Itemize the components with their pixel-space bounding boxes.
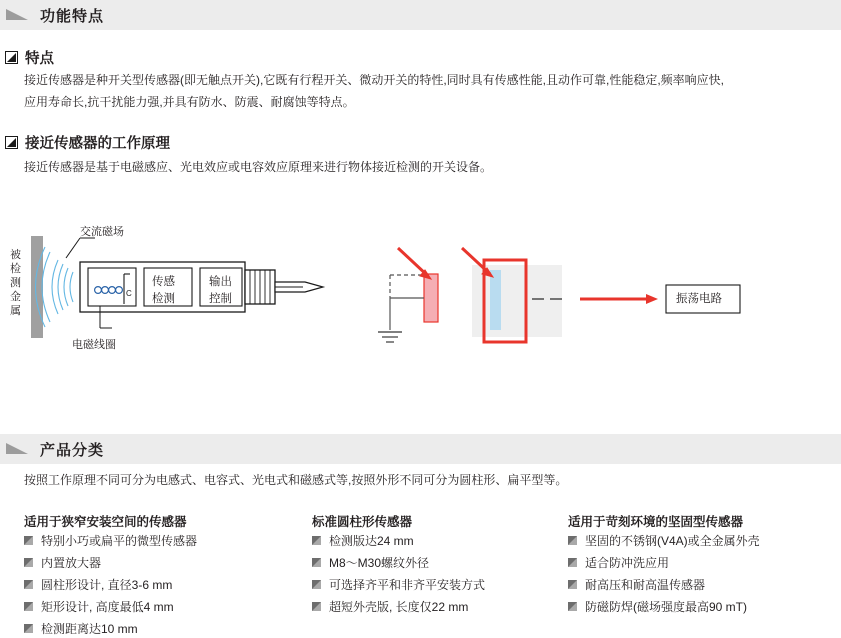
list-item-label: 检测版达24 mm	[329, 534, 414, 548]
subheading-label: 接近传感器的工作原理	[25, 136, 170, 152]
list-item	[568, 574, 760, 596]
arrow-box-icon	[5, 136, 18, 149]
label-oscillator-circuit: 振荡电路	[676, 293, 722, 305]
subheading-principle	[5, 132, 170, 153]
block-output-line2: 控制	[209, 293, 232, 305]
working-principle-diagram	[0, 200, 841, 390]
block-sense-line2: 检测	[152, 293, 175, 305]
column-title-standard-cylindrical: 标准圆柱形传感器	[312, 515, 413, 529]
list-item	[568, 552, 760, 574]
section-header-features	[0, 0, 841, 30]
section-header-classification	[0, 434, 841, 464]
features-paragraph-line2: 应用寿命长,抗干扰能力强,并具有防水、防震、耐腐蚀等特点。	[24, 95, 355, 109]
bullet-icon	[568, 558, 577, 567]
block-sense-line1: 传感	[152, 276, 175, 288]
list-item	[24, 530, 197, 552]
label-ac-field: 交流磁场	[80, 226, 124, 238]
bullet-icon	[24, 624, 33, 633]
arrow-box-icon	[5, 51, 18, 64]
bullet-icon	[568, 536, 577, 545]
list-item-label: 特别小巧或扁平的微型传感器	[41, 534, 198, 548]
principle-paragraph: 接近传感器是基于电磁感应、光电效应或电容效应原理来进行物体接近检测的开关设备。	[24, 160, 493, 174]
list-item-label: 可选择齐平和非齐平安装方式	[329, 578, 486, 592]
bullet-icon	[312, 602, 321, 611]
list-item-label: M8～M30螺纹外径	[329, 556, 430, 570]
list-item-label: 耐高压和耐高温传感器	[585, 578, 706, 592]
list-item	[24, 552, 197, 574]
list-item	[312, 596, 485, 618]
list-item-label: 超短外壳版, 长度仅22 mm	[329, 600, 469, 614]
triangle-icon	[6, 9, 32, 21]
column-list-standard-cylindrical	[312, 530, 485, 618]
bullet-icon	[24, 580, 33, 589]
bullet-icon	[312, 558, 321, 567]
list-item	[312, 552, 485, 574]
svg-text:C: C	[126, 289, 132, 298]
list-item	[312, 530, 485, 552]
list-item-label: 矩形设计, 高度最低4 mm	[41, 600, 174, 614]
bullet-icon	[312, 580, 321, 589]
column-title-rugged: 适用于苛刻环境的坚固型传感器	[568, 515, 744, 529]
subheading-label: 特点	[25, 51, 54, 67]
bullet-icon	[568, 602, 577, 611]
bullet-icon	[312, 536, 321, 545]
column-list-narrow-space	[24, 530, 197, 638]
list-item	[24, 574, 197, 596]
bullet-icon	[24, 602, 33, 611]
section-title: 产品分类	[40, 441, 105, 459]
list-item	[312, 574, 485, 596]
bullet-icon	[24, 558, 33, 567]
list-item	[568, 596, 760, 618]
bullet-icon	[568, 580, 577, 589]
list-item-label: 适合防冲洗应用	[585, 556, 670, 570]
label-coil: 电磁线圈	[72, 339, 116, 351]
classification-intro: 按照工作原理不同可分为电感式、电容式、光电式和磁感式等,按照外形不同可分为圆柱形、扁平型等。	[24, 473, 568, 487]
label-metal: 被检测金属	[10, 249, 21, 317]
list-item	[568, 530, 760, 552]
section-title: 功能特点	[40, 7, 105, 25]
list-item	[24, 596, 197, 618]
column-list-rugged	[568, 530, 760, 618]
list-item-label: 检测距离达10 mm	[41, 622, 138, 636]
list-item-label: 内置放大器	[41, 556, 102, 570]
features-paragraph-line1: 接近传感器是种开关型传感器(即无触点开关),它既有行程开关、微动开关的特性,同时具有传感性能,且动作可靠,性能稳定,频率响应快,	[24, 73, 725, 87]
list-item	[24, 618, 197, 638]
list-item-label: 圆柱形设计, 直径3-6 mm	[41, 578, 173, 592]
bullet-icon	[24, 536, 33, 545]
subheading-features	[5, 47, 54, 68]
list-item-label: 坚固的不锈钢(V4A)或全金属外壳	[585, 534, 760, 548]
block-output-line1: 输出	[209, 276, 232, 288]
list-item-label: 防磁防焊(磁场强度最高90 mT)	[585, 600, 748, 614]
triangle-icon	[6, 443, 32, 455]
column-title-narrow-space: 适用于狭窄安装空间的传感器	[24, 515, 187, 529]
